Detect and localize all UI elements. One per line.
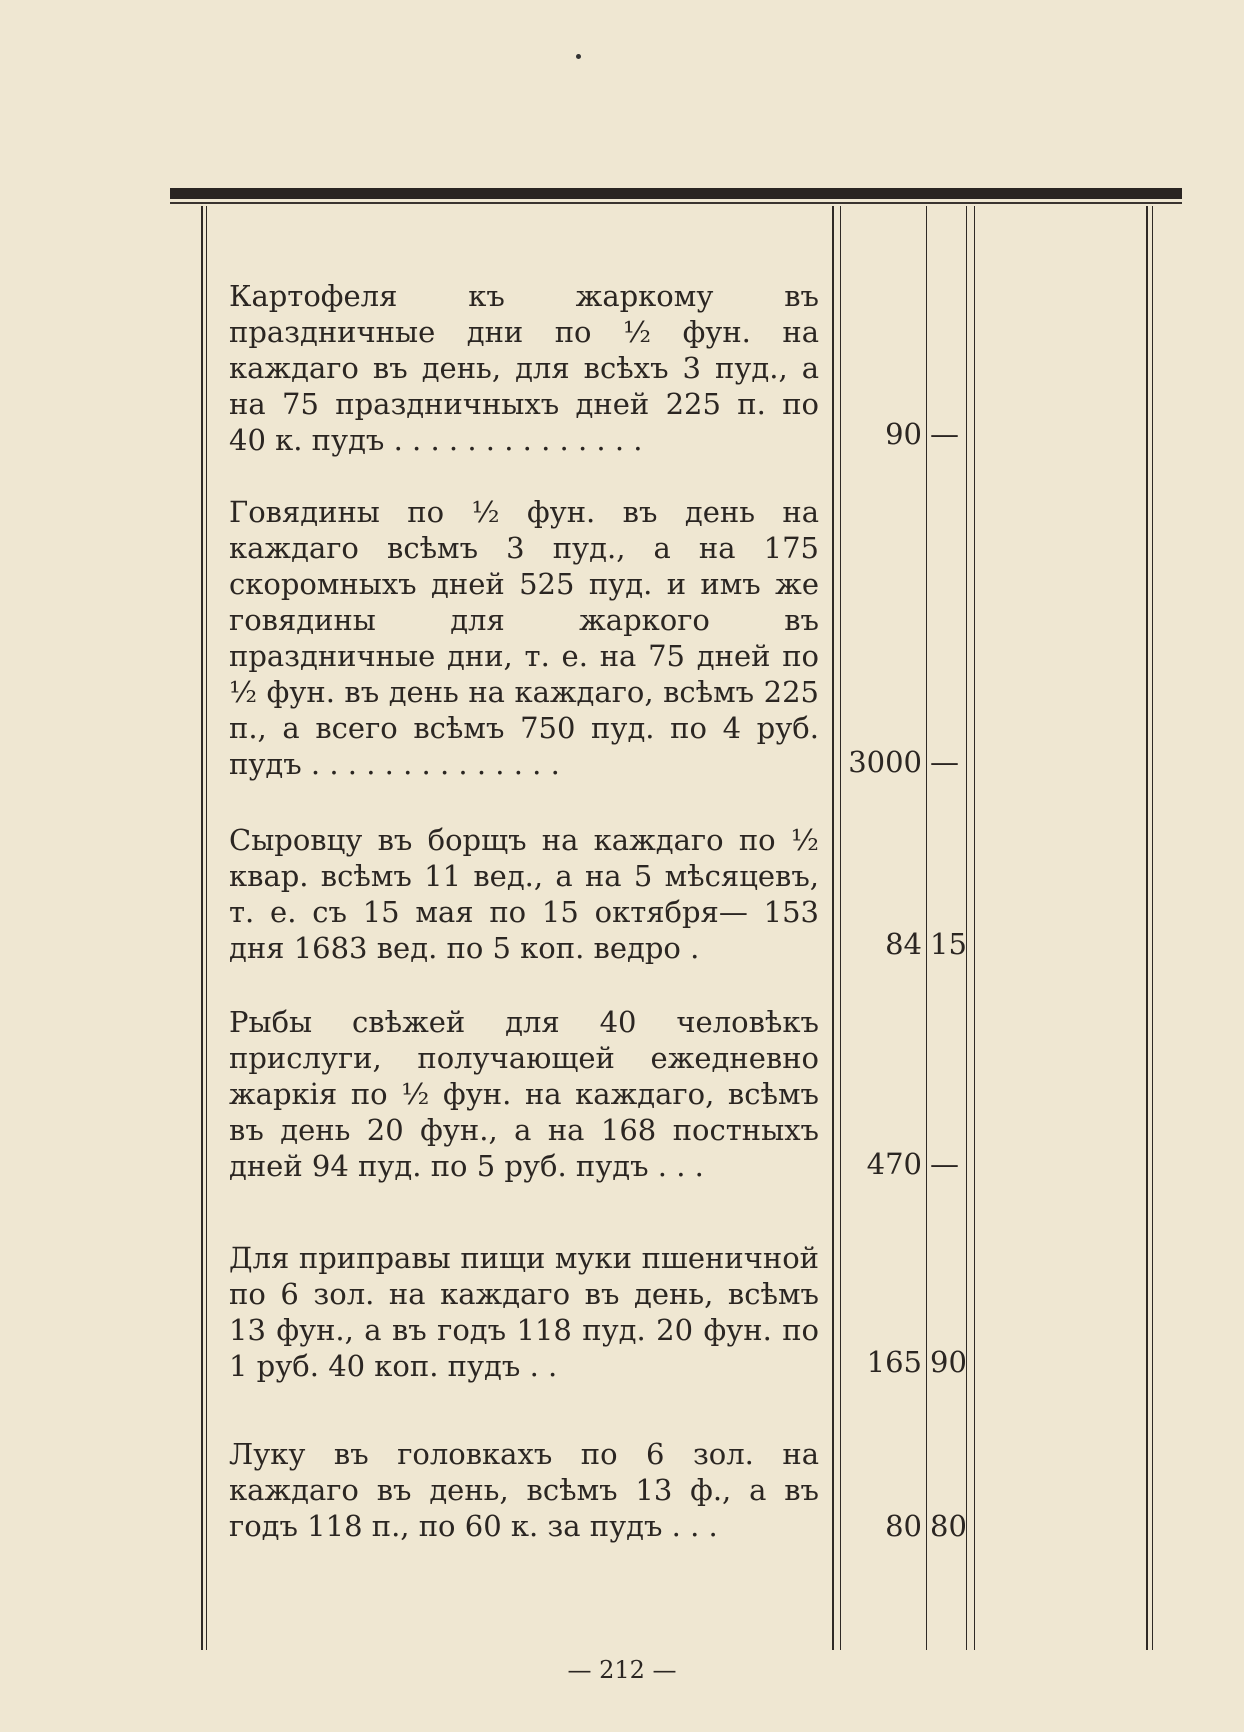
top-rule-thin bbox=[170, 202, 1182, 204]
page-number: — 212 — bbox=[567, 1656, 677, 1684]
entry-flour bbox=[229, 1240, 819, 1384]
entry-text: Луку въ головкахъ по 6 зол. на каждаго въ день, всѣмъ 13 ф., а въ годъ 118 п., по 60 к. за пудъ . . . bbox=[229, 1437, 819, 1543]
amount-kopeks: 15 bbox=[930, 927, 967, 961]
right-border-line bbox=[1146, 206, 1148, 1650]
right-border-line-inner bbox=[1152, 206, 1153, 1650]
amount-rubles: 165 bbox=[866, 1345, 922, 1379]
amount-rubles: 80 bbox=[885, 1509, 922, 1543]
kopeks-column-right-line-inner bbox=[974, 206, 975, 1650]
entry-onion bbox=[229, 1436, 819, 1544]
speck bbox=[576, 54, 581, 59]
entry-beef bbox=[229, 494, 819, 782]
rubles-column-left-line bbox=[832, 206, 834, 1650]
amount-kopeks: — bbox=[930, 745, 959, 779]
amount-kopeks: 80 bbox=[930, 1509, 967, 1543]
entry-text: Говядины по ½ фун. въ день на каждаго всѣмъ 3 пуд., а на 175 скоромныхъ дней 525 пуд. и имъ же говядины для жаркого въ праздничные дни, т. е. на 75 дней по ½ фун. въ день на каждаго, всѣмъ 225 п., а всего всѣмъ 750 пуд. по 4 руб. пудъ . . . . . . . . . . . . . . bbox=[229, 495, 819, 781]
amount-rubles: 3000 bbox=[848, 745, 922, 779]
entry-text: Для приправы пищи муки пшеничной по 6 зол. на каждаго въ день, всѣмъ 13 фун., а въ годъ 118 пуд. 20 фун. по 1 руб. 40 коп. пудъ . . bbox=[229, 1241, 819, 1383]
left-border-line bbox=[201, 206, 203, 1650]
entry-syrovets bbox=[229, 822, 819, 966]
entry-text: Сыровцу въ борщъ на каждаго по ½ квар. всѣмъ 11 вед., а на 5 мѣсяцевъ, т. е. съ 15 мая по 15 октября— 153 дня 1683 вед. по 5 коп. ведро . bbox=[229, 823, 819, 965]
left-border-line-inner bbox=[206, 206, 207, 1650]
amount-kopeks: — bbox=[930, 417, 959, 451]
amount-rubles: 470 bbox=[866, 1147, 922, 1181]
top-rule bbox=[170, 188, 1182, 199]
entry-text: Рыбы свѣжей для 40 человѣкъ прислуги, получающей ежедневно жаркія по ½ фун. на каждаго, всѣмъ въ день 20 фун., а на 168 постныхъ дней 94 пуд. по 5 руб. пудъ . . . bbox=[229, 1005, 819, 1183]
amount-kopeks: 90 bbox=[930, 1345, 967, 1379]
amount-rubles: 84 bbox=[885, 927, 922, 961]
amount-kopeks: — bbox=[930, 1147, 959, 1181]
entry-potatoes bbox=[229, 278, 819, 458]
kopeks-column-left-line bbox=[926, 206, 927, 1650]
entry-text: Картофеля къ жаркому въ праздничные дни по ½ фун. на каждаго въ день, для всѣхъ 3 пуд., а на 75 праздничныхъ дней 225 п. по 40 к. пудъ . . . . . . . . . . . . . . bbox=[229, 279, 819, 457]
entry-fish bbox=[229, 1004, 819, 1184]
amount-rubles: 90 bbox=[885, 417, 922, 451]
